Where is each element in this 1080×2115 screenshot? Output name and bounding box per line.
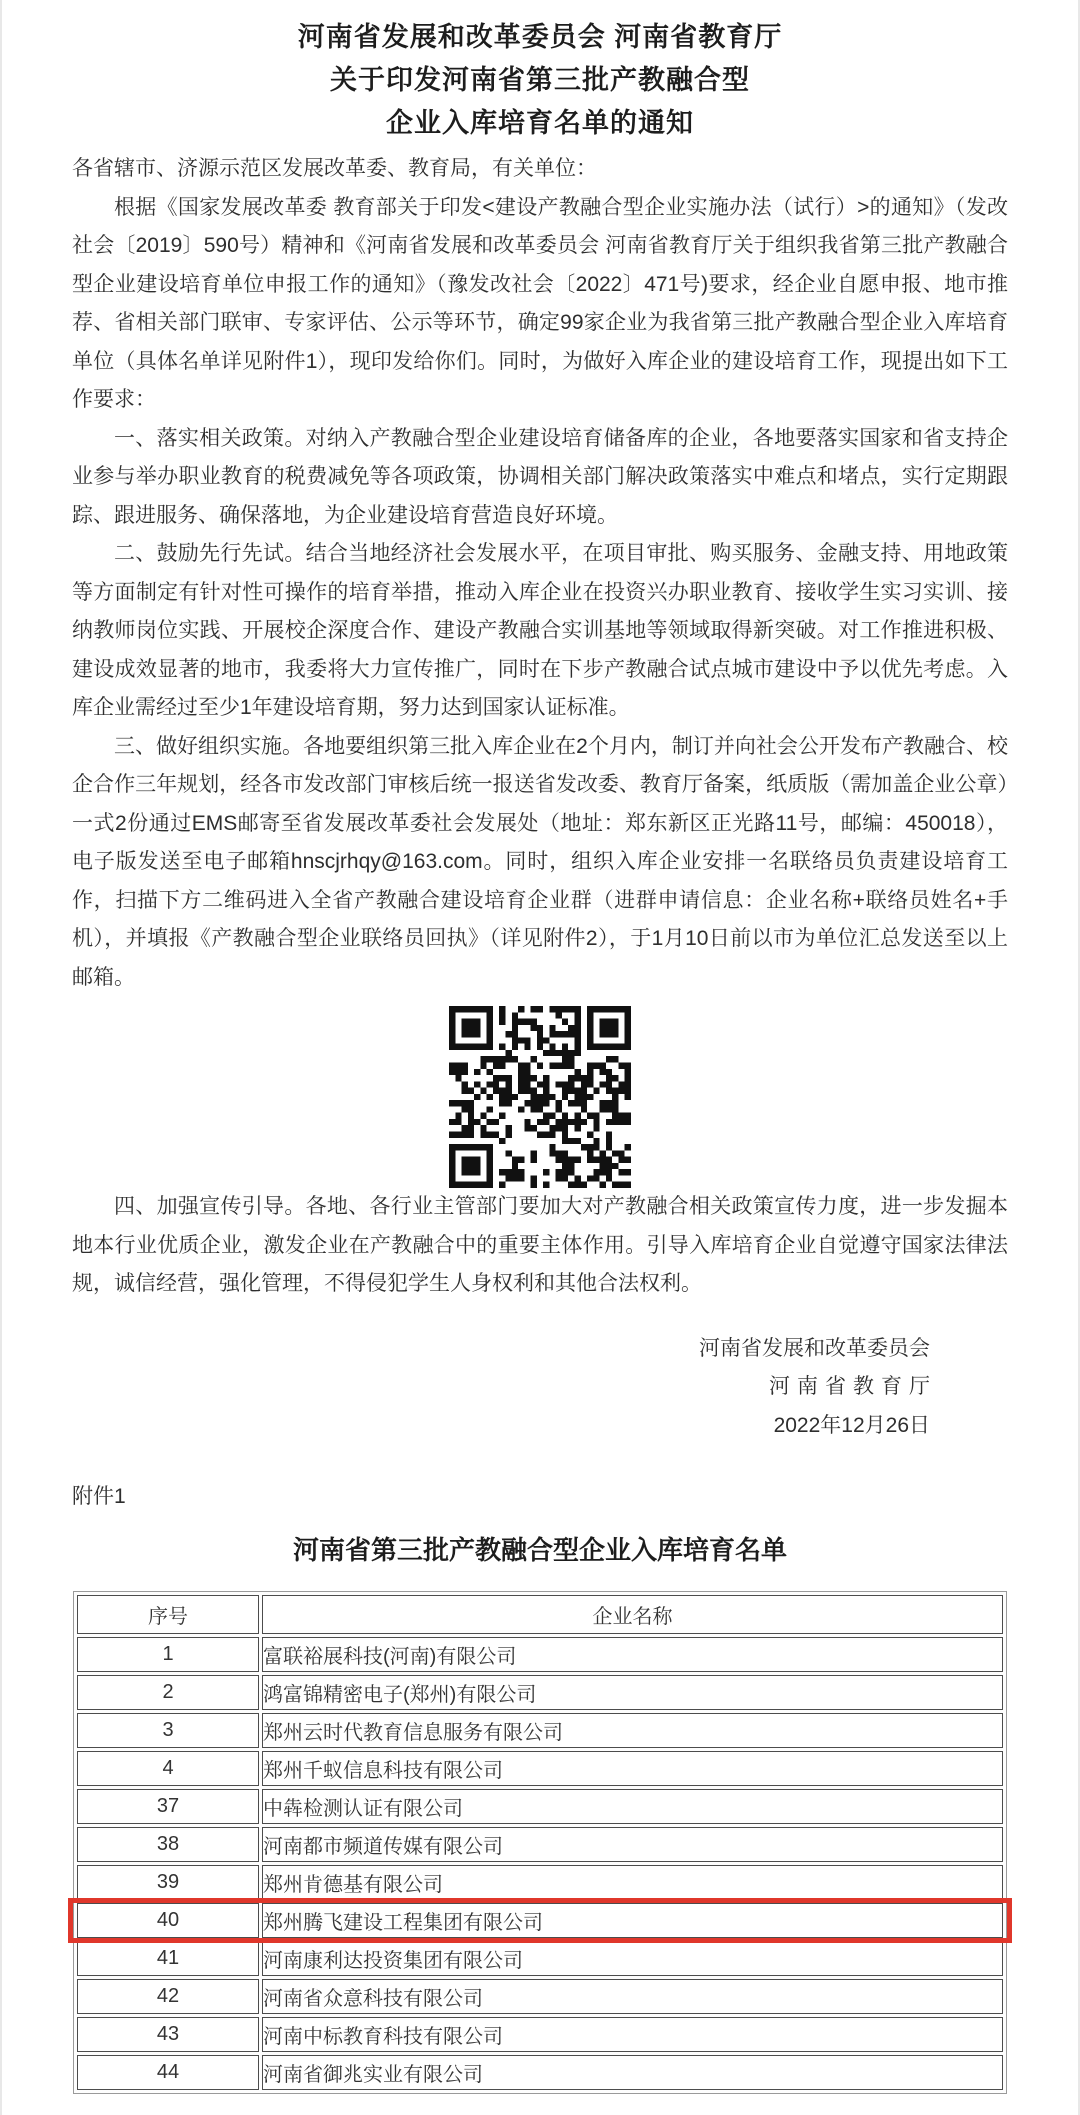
body-paragraph: 一、落实相关政策。对纳入产教融合型企业建设培育储备库的企业，各地要落实国家和省支持企业参与举办职业教育的税费减免等各项政策，协调相关部门解决政策落实中难点和堵点，实行定期跟踪、跟进服务、确保落地，为企业建设培育营造良好环境。 [72, 426, 1008, 527]
company-name-cell: 富联裕展科技(河南)有限公司 [262, 1637, 1003, 1672]
company-name-cell: 中犇检测认证有限公司 [262, 1789, 1003, 1824]
enterprise-table-wrap [73, 1591, 1007, 2094]
company-name-cell: 河南都市频道传媒有限公司 [262, 1827, 1003, 1862]
body-paragraphs [72, 189, 1008, 998]
table-row [77, 1675, 1003, 1710]
table-row [77, 2017, 1003, 2052]
seq-cell: 44 [77, 2055, 259, 2090]
signature-org-1: 河南省发展和改革委员会 [699, 1336, 930, 1360]
table-row [77, 1789, 1003, 1824]
seq-cell: 43 [77, 2017, 259, 2052]
body-paragraph: 根据《国家发展改革委 教育部关于印发<建设产教融合型企业实施办法（试行）>的通知》（发改社会〔2019〕590号）精神和《河南省发展和改革委员会 河南省教育厅关于组织我省第三批产教融合型企业建设培育单位申报工作的通知》（豫发改社会〔2022〕471号)要求，经企业自愿申报、地市推荐、省相关部门联审、专家评估、公示等环节，确定99家企业为我省第三批产教融合型企业入库培育单位（具体名单详见附件1），现印发给你们。同时，为做好入库企业的建设培育工作，现提出如下工作要求： [72, 195, 1008, 411]
company-name-cell: 郑州千蚁信息科技有限公司 [262, 1751, 1003, 1786]
seq-cell: 38 [77, 1827, 259, 1862]
company-name-cell: 郑州云时代教育信息服务有限公司 [262, 1713, 1003, 1748]
table-row [77, 1941, 1003, 1976]
body-paragraph: 二、鼓励先行先试。结合当地经济社会发展水平，在项目审批、购买服务、金融支持、用地政策等方面制定有针对性可操作的培育举措，推动入库企业在投资兴办职业教育、接收学生实习实训、接纳教师岗位实践、开展校企深度合作、建设产教融合实训基地等领域取得新突破。对工作推进积极、建设成效显著的地市，我委将大力宣传推广，同时在下步产教融合试点城市建设中予以优先考虑。入库企业需经过至少1年建设培育期，努力达到国家认证标准。 [72, 542, 1008, 719]
attachment-label: 附件1 [72, 1485, 126, 1508]
table-row [77, 1827, 1003, 1862]
enterprise-table [74, 1592, 1006, 2093]
seq-cell: 39 [77, 1865, 259, 1900]
company-name-cell: 河南省御兆实业有限公司 [262, 2055, 1003, 2090]
company-name-cell: 郑州腾飞建设工程集团有限公司 [262, 1903, 1003, 1938]
seq-cell: 40 [77, 1903, 259, 1938]
qr-code [449, 1006, 631, 1188]
attachment-title: 河南省第三批产教融合型企业入库培育名单 [292, 1534, 787, 1565]
table-row [77, 1751, 1003, 1786]
title-line-3: 企业入库培育名单的通知 [386, 108, 694, 138]
table-row [77, 1979, 1003, 2014]
table-header-row [77, 1595, 1003, 1634]
table-row [77, 1865, 1003, 1900]
seq-cell: 2 [77, 1675, 259, 1710]
seq-cell: 3 [77, 1713, 259, 1748]
signature-org-2: 河南省教育厅 [769, 1375, 937, 1398]
table-header-seq: 序号 [77, 1595, 259, 1634]
table-header-name: 企业名称 [262, 1595, 1003, 1634]
title-line-1: 河南省发展和改革委员会 河南省教育厅 [297, 22, 783, 52]
table-row [77, 1637, 1003, 1672]
title-line-2: 关于印发河南省第三批产教融合型 [330, 65, 750, 95]
company-name-cell: 鸿富锦精密电子(郑州)有限公司 [262, 1675, 1003, 1710]
table-row [77, 2055, 1003, 2090]
table-row [77, 1903, 1003, 1938]
seq-cell: 37 [77, 1789, 259, 1824]
company-name-cell: 河南省众意科技有限公司 [262, 1979, 1003, 2014]
company-name-cell: 河南中标教育科技有限公司 [262, 2017, 1003, 2052]
seq-cell: 41 [77, 1941, 259, 1976]
company-name-cell: 郑州肯德基有限公司 [262, 1865, 1003, 1900]
body-paragraph: 三、做好组织实施。各地要组织第三批入库企业在2个月内，制订并向社会公开发布产教融合、校企合作三年规划，经各市发改部门审核后统一报送省发改委、教育厅备案，纸质版（需加盖企业公章）一式2份通过EMS邮寄至省发展改革委社会发展处（地址：郑东新区正光路11号，邮编：450018），电子版发送至电子邮箱hnscjrhqy@163.com。同时，组织入库企业安排一名联络员负责建设培育工作，扫描下方二维码进入全省产教融合建设培育企业群（进群申请信息：企业名称+联络员姓名+手机），并填报《产教融合型企业联络员回执》（详见附件2），于1月10日前以市为单位汇总发送至以上邮箱。 [72, 734, 1008, 989]
table-row [77, 1713, 1003, 1748]
seq-cell: 1 [77, 1637, 259, 1672]
body-paragraph-publicity: 四、加强宣传引导。各地、各行业主管部门要加大对产教融合相关政策宣传力度，进一步发掘本地本行业优质企业，激发企业在产教融合中的重要主体作用。引导入库培育企业自觉遵守国家法律法规，诚信经营，强化管理，不得侵犯学生人身权利和其他合法权利。 [72, 1195, 1008, 1295]
seq-cell: 4 [77, 1751, 259, 1786]
document-title [0, 0, 1080, 145]
company-name-cell: 河南康利达投资集团有限公司 [262, 1941, 1003, 1976]
signature-date: 2022年12月26日 [773, 1413, 930, 1437]
qr-code-image [449, 1006, 631, 1188]
signature-block [72, 1330, 1008, 1446]
greeting-line: 各省辖市、济源示范区发展改革委、教育局，有关单位： [72, 157, 597, 180]
seq-cell: 42 [77, 1979, 259, 2014]
